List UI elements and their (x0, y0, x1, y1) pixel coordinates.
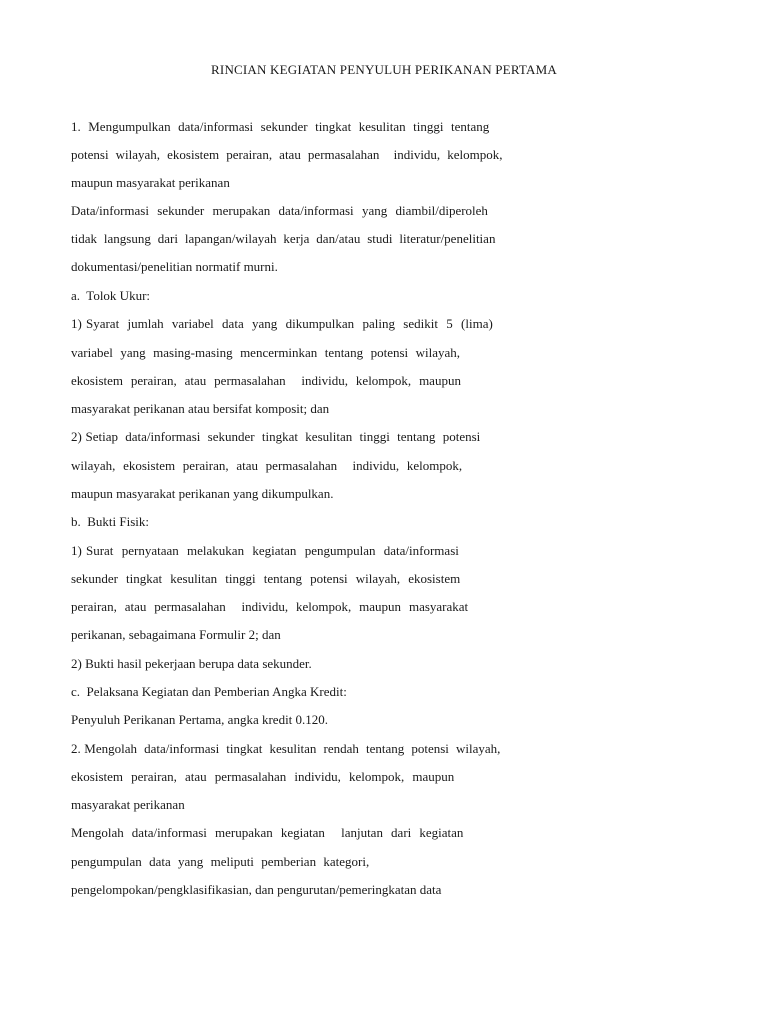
text-line: 1. Mengumpulkan data/informasi sekunder tingkat kesulitan tinggi tentang (71, 119, 490, 134)
text-line: Data/informasi sekunder merupakan data/informasi yang diambil/diperoleh (71, 203, 488, 218)
text-line: maupun masyarakat perikanan yang dikumpulkan. (71, 486, 334, 501)
text-line: potensi wilayah, ekosistem perairan, atau permasalahan individu, kelompok, (71, 147, 503, 162)
text-line: masyarakat perikanan atau bersifat komposit; dan (71, 401, 330, 416)
text-line: 2) Bukti hasil pekerjaan berupa data sekunder. (71, 656, 312, 671)
text-line: wilayah, ekosistem perairan, atau permasalahan individu, kelompok, (71, 458, 463, 473)
text-line: maupun masyarakat perikanan (71, 175, 230, 190)
text-line: 1) Surat pernyataan melakukan kegiatan pengumpulan data/informasi (71, 543, 459, 558)
text-line: b. Bukti Fisik: (71, 514, 150, 529)
text-line: 2. Mengolah data/informasi tingkat kesulitan rendah tentang potensi wilayah, (71, 741, 501, 756)
text-line: 1) Syarat jumlah variabel data yang dikumpulkan paling sedikit 5 (lima) (71, 316, 493, 331)
text-line: dokumentasi/penelitian normatif murni. (71, 259, 278, 274)
text-line: ekosistem perairan, atau permasalahan individu, kelompok, maupun (71, 373, 461, 388)
text-line: c. Pelaksana Kegiatan dan Pemberian Angka Kredit: (71, 684, 347, 699)
text-line: a. Tolok Ukur: (71, 288, 151, 303)
text-line: pengelompokan/pengklasifikasian, dan pengurutan/pemeringkatan data (71, 882, 442, 897)
text-line: Penyuluh Perikanan Pertama, angka kredit 0.120. (71, 712, 329, 727)
text-line: perikanan, sebagaimana Formulir 2; dan (71, 627, 281, 642)
text-line: variabel yang masing-masing mencerminkan tentang potensi wilayah, (71, 345, 461, 360)
document-title: RINCIAN KEGIATAN PENYULUH PERIKANAN PERTAMA (211, 62, 557, 77)
text-line: pengumpulan data yang meliputi pemberian kategori, (71, 854, 370, 869)
text-line: masyarakat perikanan (71, 797, 185, 812)
text-line: perairan, atau permasalahan individu, kelompok, maupun masyarakat (71, 599, 469, 614)
text-line: Mengolah data/informasi merupakan kegiatan lanjutan dari kegiatan (71, 825, 464, 840)
text-line: 2) Setiap data/informasi sekunder tingkat kesulitan tinggi tentang potensi (71, 429, 481, 444)
text-line: sekunder tingkat kesulitan tinggi tentang potensi wilayah, ekosistem (71, 571, 461, 586)
text-line: ekosistem perairan, atau permasalahan individu, kelompok, maupun (71, 769, 455, 784)
text-line: tidak langsung dari lapangan/wilayah kerja dan/atau studi literatur/penelitian (71, 231, 496, 246)
